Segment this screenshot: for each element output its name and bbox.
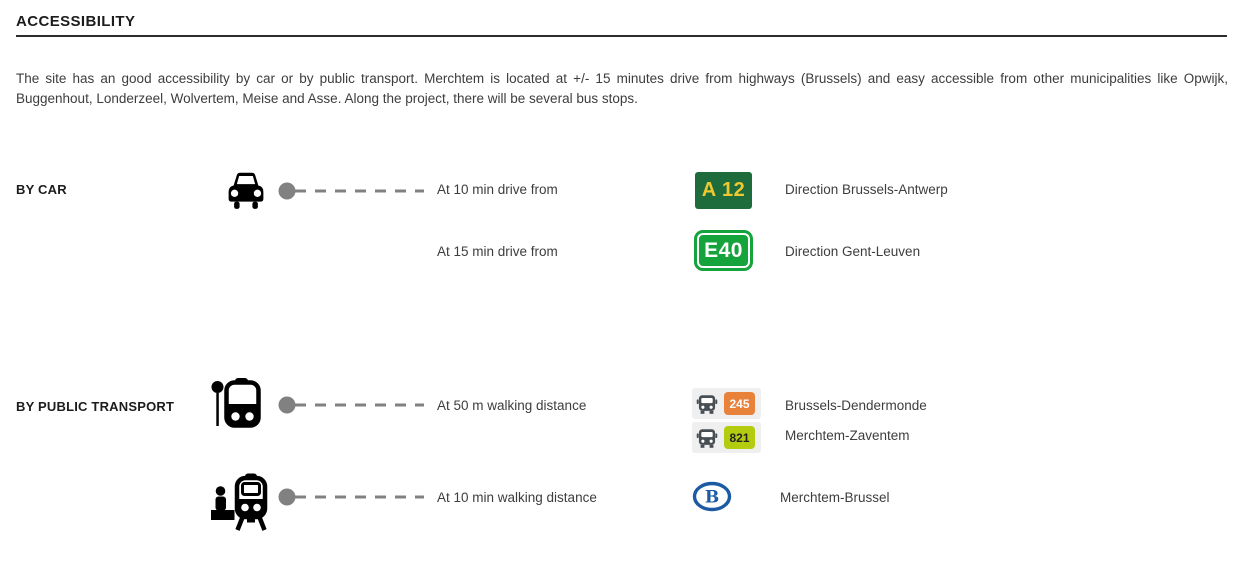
car-distance-1: At 10 min drive from [437,182,558,197]
train-station-icon [210,471,268,532]
bus-distance: At 50 m walking distance [437,398,587,413]
section-label-by-public-transport: BY PUBLIC TRANSPORT [16,399,175,414]
bus-stop-icon [211,378,261,436]
train-route: Merchtem-Brussel [780,490,890,505]
train-distance: At 10 min walking distance [437,490,597,505]
bus-line-row-245 [692,388,761,419]
dashed-connector [278,488,425,506]
dashed-connector [278,182,425,200]
e40-road-sign [694,230,753,271]
bus-icon [696,427,718,449]
bus-route-821: Merchtem-Zaventem [785,428,910,443]
bus-line-badge: 821 [724,426,755,449]
e40-sign-text: E40 [704,238,743,262]
car-direction-1: Direction Brussels-Antwerp [785,182,948,197]
dashed-connector [278,396,425,414]
bus-icon [696,393,718,415]
bus-line-row-821 [692,422,761,453]
page-title: ACCESSIBILITY [16,13,136,30]
intro-paragraph: The site has an good accessibility by car or by public transport. Merchtem is located at +/- 15 minutes drive from highways (Brussels) and easy accessible from other municipalities like Opwijk, Buggenhout, Londerzeel, Wolvertem, Meise and Asse. Along the project, there will be several bus stops. [16,71,1228,106]
title-underline [16,35,1227,37]
bus-line-badge: 245 [724,392,755,415]
bus-route-245: Brussels-Dendermonde [785,398,927,413]
a12-road-sign: A 12 [695,172,752,209]
car-distance-2: At 15 min drive from [437,244,558,259]
sncb-b-letter: B [704,487,720,508]
section-label-by-car: BY CAR [16,182,67,197]
car-icon [224,170,268,213]
sncb-b-logo [692,481,732,512]
car-direction-2: Direction Gent-Leuven [785,244,921,259]
